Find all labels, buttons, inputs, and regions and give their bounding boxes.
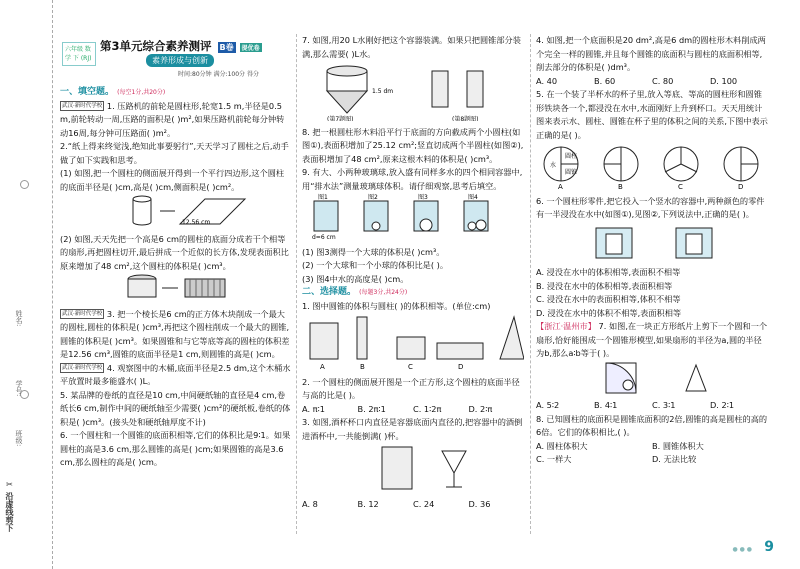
option-b[interactable]: B. 圆锥体积大 — [652, 440, 704, 451]
b-volume-badge: B卷 — [219, 43, 234, 52]
question-2-1: (1) 如图,把一个圆柱的侧面展开得到一个平行四边形,这个圆柱的底面半径是( )cm,高是( )cm,侧面积是( )cm²。 — [60, 168, 285, 192]
diameter-label: d=6 cm — [312, 234, 336, 241]
figure-caption-8: (第8题图) — [452, 116, 479, 121]
section-fill-in — [60, 86, 292, 100]
question-text: 4. 观察图中的木桶,底面半径是2.5 dm,这个木桶水平放置时最多能盛水( )L。 — [60, 362, 291, 386]
advanced-badge: 提优卷 — [241, 45, 260, 52]
title-text: 第3单元综合素养测评 — [100, 39, 212, 53]
choice-2-options — [302, 403, 524, 417]
option-c[interactable]: C. 一样大 — [536, 454, 572, 464]
binding-strip — [0, 0, 53, 569]
punch-hole — [20, 180, 29, 189]
question-3 — [60, 308, 292, 362]
ball-beaker-figures — [302, 193, 524, 241]
option-c[interactable]: C — [678, 183, 683, 190]
column-divider — [530, 34, 532, 534]
dimension-label: 12.56 cm — [182, 219, 211, 226]
option-a[interactable]: A. 8 — [302, 498, 318, 509]
column-3 — [536, 34, 768, 467]
pie-label-cone: 圆锥 — [565, 169, 578, 176]
option-d[interactable]: D — [738, 183, 744, 190]
option-c[interactable]: C. 3∶1 — [652, 400, 676, 410]
page-dots: ● ● ● — [732, 546, 752, 553]
choice-8: 8. 已知圆柱的底面积是圆锥底面积的2倍,圆锥的高是圆柱的高的6倍。它们的体积相比,( )。 — [536, 413, 768, 437]
source-tag: 武汉·新时代学校 — [62, 311, 103, 317]
figure-3-label: 图3 — [418, 194, 428, 201]
choice-8-options-2 — [536, 453, 768, 467]
column-1 — [60, 86, 292, 470]
option-b[interactable]: B. 浸没在水中的体积相等,表面积相等 — [536, 280, 673, 291]
question-2: 2.“纸上得来终觉浅,绝知此事要躬行”,天天学习了圆柱之后,动手做了如下实践和思考。 — [60, 141, 289, 165]
option-d[interactable]: D — [458, 363, 464, 371]
cut-line-label: ✂ 沿虚线剪下 — [5, 480, 14, 532]
choice-7-options — [536, 399, 768, 413]
figure-1-label: 图1 — [318, 194, 328, 201]
pie-chart-options — [536, 142, 768, 190]
container-figures — [302, 61, 524, 121]
question-text: 3. 把一个棱长是6 cm的正方体木块削成一个最大的圆柱,圆柱的体积是( )cm³,再把这个圆柱削成一个最大的圆锥,圆锥的体积是( )cm³。如果圆锥和与它等底等高的圆柱的体积差是12.56 cm³,圆锥的底面半径是1 cm,则圆锥的高是( )cm。 — [60, 308, 290, 359]
figure-caption-7: (第7题图) — [327, 116, 354, 121]
question-9: 9. 有大、小两种玻璃球,放入盛有同样多水的四个相同容器中,用“排水法”测量玻璃球体积。请仔细观察,思考后填空。 — [302, 167, 523, 191]
option-d[interactable]: D. 2∶π — [468, 403, 493, 414]
choice-8-options — [536, 440, 768, 454]
option-b[interactable]: B. 2π∶1 — [357, 403, 386, 414]
section-title: 一、填空题。 — [60, 87, 115, 97]
choice-7 — [536, 320, 768, 361]
pie-label-water: 水 — [550, 162, 557, 169]
choice-4: 4. 如图,把一个底面积是20 dm²,高是6 dm的圆柱形木料削成两个完全一样的圆锥,并且每个圆锥的底面积与圆柱的底面积相等,削去部分的体积是( )dm³。 — [536, 35, 766, 72]
page-title — [100, 38, 262, 54]
section-note: (每空1分,共20分) — [117, 89, 166, 96]
grade-label: 六年级 数学 下 (RJ) — [62, 42, 96, 66]
question-9-2: (2) 一个大球和一个小球的体积比是( )。 — [302, 260, 449, 270]
option-a[interactable]: A — [558, 183, 563, 190]
cylinder-to-cuboid-figure — [60, 273, 290, 303]
option-b[interactable]: B. 12 — [357, 498, 379, 509]
time-info: 时间:80分钟 满分:100分 得分 — [178, 71, 259, 78]
source-tag: 武汉·新时代学校 — [62, 103, 103, 109]
page-number: 9 — [764, 539, 774, 555]
option-a[interactable]: A. π∶1 — [302, 403, 325, 414]
choice-4-options — [536, 75, 768, 89]
section-note: (每题3分,共24分) — [359, 289, 408, 296]
choice-1: 1. 图中圆锥的体积与圆柱( )的体积相等。(单位:cm) — [302, 300, 491, 311]
option-d[interactable]: D. 无法比较 — [652, 454, 697, 464]
question-7: 7. 如图,用20 L水刚好把这个容器装满。如果只把圆锥部分装满,那么需要( )L水。 — [302, 35, 521, 59]
option-b[interactable]: B. 4∶1 — [594, 400, 618, 410]
question-text: 1. 压路机的前轮是圆柱形,轮宽1.5 m,半径是0.5 m,前轮转动一周,压路的面积是( )m²,如果压路机前轮每分钟转动16周,每分钟可压路面( )m²。 — [60, 100, 285, 138]
option-c[interactable]: C. 浸没在水中的表面积相等,体积不相等 — [536, 294, 681, 304]
wine-glass-figure — [302, 443, 524, 493]
option-a[interactable]: A. 40 — [536, 75, 558, 86]
option-a[interactable]: A — [320, 363, 325, 371]
part-immersion-figure — [536, 222, 768, 262]
question-5: 5. 某品牌的卷纸的直径是10 cm,中间硬纸轴的直径是4 cm,卷纸长6 cm,制作中间的硬纸轴至少需要( )cm²的硬纸板,卷纸的体积是( )cm³。(接头处和硬纸轴厚度不计) — [60, 389, 291, 427]
question-1 — [60, 100, 292, 141]
option-c[interactable]: C. 80 — [652, 75, 674, 86]
column-2 — [302, 34, 524, 511]
choice-2: 2. 一个圆柱的侧面展开图是一个正方形,这个圆柱的底面半径与高的比是( )。 — [302, 376, 520, 400]
option-d[interactable]: D. 36 — [468, 498, 491, 509]
option-c[interactable]: C. 24 — [413, 498, 435, 509]
dimension-label: 1.5 dm — [372, 88, 394, 95]
subtitle: 素养形成与创新 — [146, 54, 214, 67]
question-8: 8. 把一根圆柱形木料沿平行于底面的方向截成两个小圆柱(如图①),表面积增加了25.12 cm²;竖直切成两个半圆柱(如图②),表面积增加了48 cm²,原来这根木料的体积是( )cm³。 — [302, 126, 524, 164]
choice-6-options — [536, 266, 768, 320]
choice-3-options — [302, 498, 524, 512]
option-a[interactable]: A. 圆柱体积大 — [536, 440, 588, 451]
cone-cylinder-options-figure — [302, 313, 524, 371]
pie-label-cylinder: 圆柱 — [565, 153, 578, 160]
name-label: 姓名: — [15, 310, 23, 327]
figure-4-label: 图4 — [468, 194, 478, 201]
section-title: 二、选择题。 — [302, 287, 357, 297]
section-choice — [302, 286, 524, 300]
choice-6: 6. 一个圆柱形零件,把它投入一个竖水的容器中,两种颜色的零件有一半浸没在水中(如图①),见图②,下列说法中,正确的是( )。 — [536, 195, 765, 219]
choice-3: 3. 如图,酒杯杯口内直径是容器底面内直径的,把容器中的酒倒进酒杯中,一共能倒满( )杯。 — [302, 417, 523, 441]
class-label: 班级: — [15, 430, 23, 447]
option-a[interactable]: A. 5∶2 — [536, 400, 560, 410]
option-b[interactable]: B — [618, 183, 623, 190]
column-divider — [296, 34, 298, 534]
square-sector-figure — [536, 361, 768, 395]
question-9-1: (1) 图3测得一个大球的体积是( )cm³。 — [302, 246, 445, 257]
figure-2-label: 图2 — [368, 194, 378, 201]
option-d[interactable]: D. 100 — [710, 75, 738, 86]
option-b[interactable]: B — [360, 363, 365, 371]
test-header — [60, 36, 292, 84]
option-b[interactable]: B. 60 — [594, 75, 616, 86]
source-tag: 【浙江·温州市】 — [536, 321, 596, 331]
choice-5: 5. 在一个装了半杯水的杯子里,放入等底、等高的圆柱形和圆锥形铁块各一个,都浸没在水中,水面刚好上升到杯口。天天用统计图来表示水、圆柱、圆锥在杯子里的体积之间的关系,下图中表示正确的是( )。 — [536, 89, 768, 140]
student-id-label: 学号: — [15, 380, 23, 397]
option-c[interactable]: C — [408, 363, 413, 371]
question-text: 7. 如图,在一块正方形纸片上剪下一个圆和一个扇形,恰好能围成一个圆锥形模型,如果扇形的半径为a,圆的半径为b,那么a∶b等于( )。 — [536, 321, 768, 358]
option-a[interactable]: A. 浸没在水中的体积相等,表面积不相等 — [536, 267, 681, 277]
option-d[interactable]: D. 浸没在水中的体积不相等,表面积相等 — [536, 307, 682, 318]
source-tag: 武汉·新时代学校 — [62, 365, 103, 371]
question-2-2: (2) 如图,天天先把一个高是6 cm的圆柱的底面分成若干个相等的扇形,再把圆柱切开,最后拼成一个近似的长方体,发现表面积比原来增加了48 cm²,这个圆柱的体积是( )cm³。 — [60, 233, 289, 271]
option-d[interactable]: D. 2∶1 — [710, 400, 735, 410]
cylinder-unfold-figure — [60, 194, 290, 228]
question-6: 6. 一个圆柱和一个圆锥的底面积相等,它们的体积比是9∶1。如果圆柱的高是3.6 cm,那么圆锥的高是( )cm;如果圆锥的高是3.6 cm,那么圆柱的高是( )cm。 — [60, 430, 291, 467]
question-4 — [60, 362, 292, 389]
question-9-3: (3) 图4中水的高度是( )cm。 — [302, 273, 409, 284]
option-c[interactable]: C. 1∶2π — [413, 403, 442, 414]
